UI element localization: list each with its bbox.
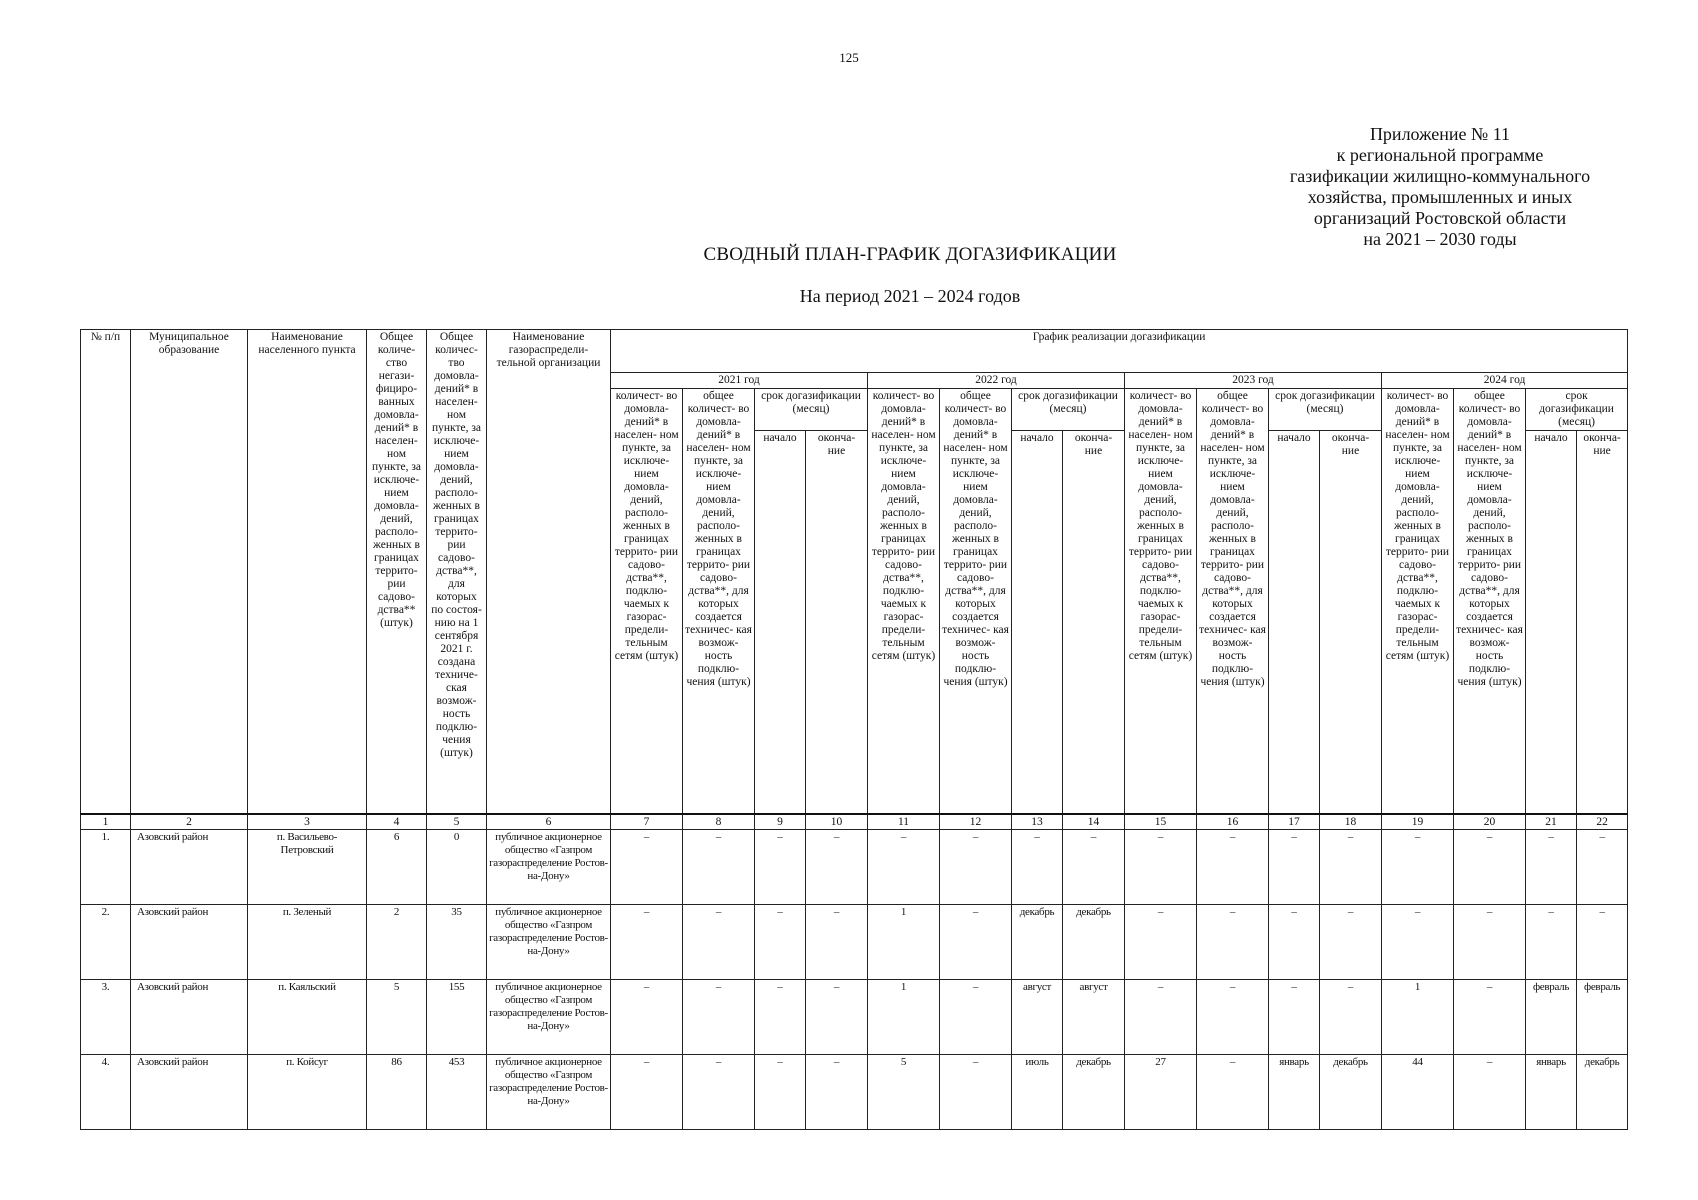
row-start: – [1526, 830, 1577, 905]
row-end: – [806, 1055, 868, 1130]
row-total-ungasified: 6 [367, 830, 427, 905]
row-start: январь [1526, 1055, 1577, 1130]
row-start: январь [1269, 1055, 1320, 1130]
row-gas-org: публичное акционерное общество «Газпром газораспределение Ростов-на-Дону» [487, 905, 611, 980]
row-end: – [1577, 830, 1628, 905]
row-num: 2. [81, 905, 131, 980]
row-end: декабрь [1063, 1055, 1125, 1130]
column-numbers-row [81, 814, 1628, 830]
document-title: СВОДНЫЙ ПЛАН-ГРАФИК ДОГАЗИФИКАЦИИ [703, 244, 1117, 265]
row-start: – [1269, 905, 1320, 980]
row-end: – [1320, 980, 1382, 1055]
row-end: декабрь [1577, 1055, 1628, 1130]
schedule-table [80, 329, 1628, 1130]
row-municipality: Азовский район [131, 980, 248, 1055]
row-total-capability: – [1454, 980, 1526, 1055]
row-total-capability: – [683, 1055, 755, 1130]
table-row [81, 905, 1628, 980]
table-body [81, 814, 1628, 1130]
row-end: август [1063, 980, 1125, 1055]
header-term: срок догазификации (месяц) [1269, 389, 1382, 431]
header-total-capability: общее количест- во домовла- дений* в населен- ном пункте, за исключе- нием домовла- дений, располо- женных в границах террито- рии садово- дства**, для которых создается техничес- кая возмож- ность подклю- чения (штук) [940, 389, 1012, 815]
row-count-connected: 1 [868, 980, 940, 1055]
row-count-connected: – [611, 1055, 683, 1130]
row-gas-org: публичное акционерное общество «Газпром газораспределение Ростов-на-Дону» [487, 980, 611, 1055]
column-number: 19 [1382, 814, 1454, 830]
row-num: 1. [81, 830, 131, 905]
row-start: – [755, 830, 806, 905]
row-total-with-capability: 155 [427, 980, 487, 1055]
row-start: – [755, 1055, 806, 1130]
row-count-connected: – [611, 830, 683, 905]
header-total-ungasified: Общее количе- ство негази- фициро- ванных домовла- дений* в населен- ном пункте, за исключе- нием домовла- дений, располо- женных в границах террито- рии садово- дства** (штук) [367, 330, 427, 815]
header-count-connected: количест- во домовла- дений* в населен- ном пункте, за исключе- нием домовла- дений, располо- женных в границах террито- рии садово- дства**, подклю- чаемых к газорас- предели- тельным сетям (штук) [611, 389, 683, 815]
row-start: – [1012, 830, 1063, 905]
row-total-capability: – [1454, 1055, 1526, 1130]
header-schedule: График реализации догазификации [611, 330, 1628, 373]
header-gas-org: Наименование газораспредели- тельной организации [487, 330, 611, 815]
column-number: 15 [1125, 814, 1197, 830]
column-number: 1 [81, 814, 131, 830]
row-num: 3. [81, 980, 131, 1055]
column-number: 22 [1577, 814, 1628, 830]
row-total-capability: – [683, 905, 755, 980]
row-start: декабрь [1012, 905, 1063, 980]
header-municipality: Муниципальное образование [131, 330, 248, 815]
appendix-line: газификации жилищно-коммунального [1289, 166, 1591, 186]
row-count-connected: – [1382, 830, 1454, 905]
header-total-capability: общее количест- во домовла- дений* в населен- ном пункте, за исключе- нием домовла- дений, располо- женных в границах террито- рии садово- дства**, для которых создается техничес- кая возмож- ность подклю- чения (штук) [1197, 389, 1269, 815]
column-number: 8 [683, 814, 755, 830]
row-total-capability: – [1454, 905, 1526, 980]
header-total-capability: общее количест- во домовла- дений* в населен- ном пункте, за исключе- нием домовла- дений, располо- женных в границах террито- рии садово- дства**, для которых создается техничес- кая возмож- ность подклю- чения (штук) [683, 389, 755, 815]
header-settlement: Наименование населенного пункта [248, 330, 367, 815]
header-count-connected: количест- во домовла- дений* в населен- ном пункте, за исключе- нием домовла- дений, располо- женных в границах террито- рии садово- дства**, подклю- чаемых к газорас- предели- тельным сетям (штук) [1125, 389, 1197, 815]
header-year: 2024 год [1382, 373, 1628, 389]
row-total-capability: – [1197, 980, 1269, 1055]
header-term: срок догазификации (месяц) [1012, 389, 1125, 431]
appendix-line: организаций Ростовской области [1313, 208, 1567, 228]
row-start: – [755, 905, 806, 980]
column-number: 2 [131, 814, 248, 830]
table-row [81, 980, 1628, 1055]
document-subtitle: На период 2021 – 2024 годов [799, 286, 1021, 306]
column-number: 17 [1269, 814, 1320, 830]
header-end: оконча- ние [806, 431, 868, 815]
header-end: оконча- ние [1577, 431, 1628, 815]
row-end: – [806, 905, 868, 980]
column-number: 13 [1012, 814, 1063, 830]
page-number: 125 [839, 50, 859, 65]
row-total-with-capability: 0 [427, 830, 487, 905]
row-settlement: п. Васильево- Петровский [248, 830, 367, 905]
column-number: 16 [1197, 814, 1269, 830]
column-number: 20 [1454, 814, 1526, 830]
row-total-ungasified: 86 [367, 1055, 427, 1130]
row-municipality: Азовский район [131, 905, 248, 980]
row-start: – [1269, 980, 1320, 1055]
header-start: начало [1012, 431, 1063, 815]
row-total-ungasified: 2 [367, 905, 427, 980]
column-number: 14 [1063, 814, 1125, 830]
row-total-capability: – [1197, 830, 1269, 905]
row-end: – [1063, 830, 1125, 905]
row-municipality: Азовский район [131, 1055, 248, 1130]
row-count-connected: – [611, 980, 683, 1055]
row-settlement: п. Каяльский [248, 980, 367, 1055]
row-count-connected: – [1125, 830, 1197, 905]
header-end: оконча- ние [1320, 431, 1382, 815]
column-number: 18 [1320, 814, 1382, 830]
row-total-with-capability: 453 [427, 1055, 487, 1130]
row-count-connected: – [1125, 980, 1197, 1055]
header-term: срок догазификации (месяц) [755, 389, 868, 431]
row-count-connected: 44 [1382, 1055, 1454, 1130]
header-num: № п/п [81, 330, 131, 815]
header-year: 2022 год [868, 373, 1125, 389]
appendix-block [1260, 124, 1620, 250]
row-end: декабрь [1320, 1055, 1382, 1130]
column-number: 9 [755, 814, 806, 830]
column-number: 3 [248, 814, 367, 830]
row-end: – [1320, 830, 1382, 905]
row-end: – [1577, 905, 1628, 980]
header-start: начало [1269, 431, 1320, 815]
row-settlement: п. Койсуг [248, 1055, 367, 1130]
header-total-capability: общее количест- во домовла- дений* в населен- ном пункте, за исключе- нием домовла- дений, располо- женных в границах террито- рии садово- дства**, для которых создается техничес- кая возмож- ность подклю- чения (штук) [1454, 389, 1526, 815]
row-gas-org: публичное акционерное общество «Газпром газораспределение Ростов-на-Дону» [487, 1055, 611, 1130]
column-number: 10 [806, 814, 868, 830]
row-count-connected: 5 [868, 1055, 940, 1130]
column-number: 12 [940, 814, 1012, 830]
appendix-line: Приложение № 11 [1369, 124, 1511, 144]
column-number: 6 [487, 814, 611, 830]
column-number: 7 [611, 814, 683, 830]
row-end: – [806, 830, 868, 905]
row-count-connected: 27 [1125, 1055, 1197, 1130]
column-number: 11 [868, 814, 940, 830]
row-total-capability: – [1197, 905, 1269, 980]
row-start: июль [1012, 1055, 1063, 1130]
header-count-connected: количест- во домовла- дений* в населен- ном пункте, за исключе- нием домовла- дений, располо- женных в границах террито- рии садово- дства**, подклю- чаемых к газорас- предели- тельным сетям (штук) [868, 389, 940, 815]
row-total-ungasified: 5 [367, 980, 427, 1055]
row-num: 4. [81, 1055, 131, 1130]
row-start: – [1269, 830, 1320, 905]
row-end: декабрь [1063, 905, 1125, 980]
header-year: 2023 год [1125, 373, 1382, 389]
row-count-connected: 1 [868, 905, 940, 980]
column-number: 21 [1526, 814, 1577, 830]
row-count-connected: – [1382, 905, 1454, 980]
header-start: начало [755, 431, 806, 815]
table-row [81, 830, 1628, 905]
appendix-line: к региональной программе [1336, 145, 1544, 165]
row-total-capability: – [1454, 830, 1526, 905]
row-total-capability: – [940, 830, 1012, 905]
row-total-capability: – [683, 830, 755, 905]
row-start: – [755, 980, 806, 1055]
header-start: начало [1526, 431, 1577, 815]
row-start: февраль [1526, 980, 1577, 1055]
row-end: – [806, 980, 868, 1055]
row-count-connected: 1 [1382, 980, 1454, 1055]
row-total-capability: – [683, 980, 755, 1055]
header-end: оконча- ние [1063, 431, 1125, 815]
header-count-connected: количест- во домовла- дений* в населен- ном пункте, за исключе- нием домовла- дений, располо- женных в границах террито- рии садово- дства**, подклю- чаемых к газорас- предели- тельным сетям (штук) [1382, 389, 1454, 815]
header-term: срок догазификации (месяц) [1526, 389, 1628, 431]
table-row [81, 1055, 1628, 1130]
row-end: – [1320, 905, 1382, 980]
row-start: – [1526, 905, 1577, 980]
row-count-connected: – [868, 830, 940, 905]
row-total-capability: – [940, 980, 1012, 1055]
row-total-with-capability: 35 [427, 905, 487, 980]
header-year: 2021 год [611, 373, 868, 389]
appendix-line: хозяйства, промышленных и иных [1307, 187, 1573, 207]
row-total-capability: – [1197, 1055, 1269, 1130]
row-settlement: п. Зеленый [248, 905, 367, 980]
column-number: 5 [427, 814, 487, 830]
row-count-connected: – [611, 905, 683, 980]
row-municipality: Азовский район [131, 830, 248, 905]
header-total-with-capability: Общее количес- тво домовла- дений* в населен- ном пункте, за исключе- нием домовла- дений, располо- женных в границах террито- рии садово- дства**, для которых по состоя- нию на 1 сентября 2021 г. создана техниче- ская возмож- ность подклю- чения (штук) [427, 330, 487, 815]
row-total-capability: – [940, 1055, 1012, 1130]
appendix-line: на 2021 – 2030 годы [1363, 229, 1517, 249]
row-gas-org: публичное акционерное общество «Газпром газораспределение Ростов-на-Дону» [487, 830, 611, 905]
row-count-connected: – [1125, 905, 1197, 980]
row-start: август [1012, 980, 1063, 1055]
row-end: февраль [1577, 980, 1628, 1055]
column-number: 4 [367, 814, 427, 830]
row-total-capability: – [940, 905, 1012, 980]
